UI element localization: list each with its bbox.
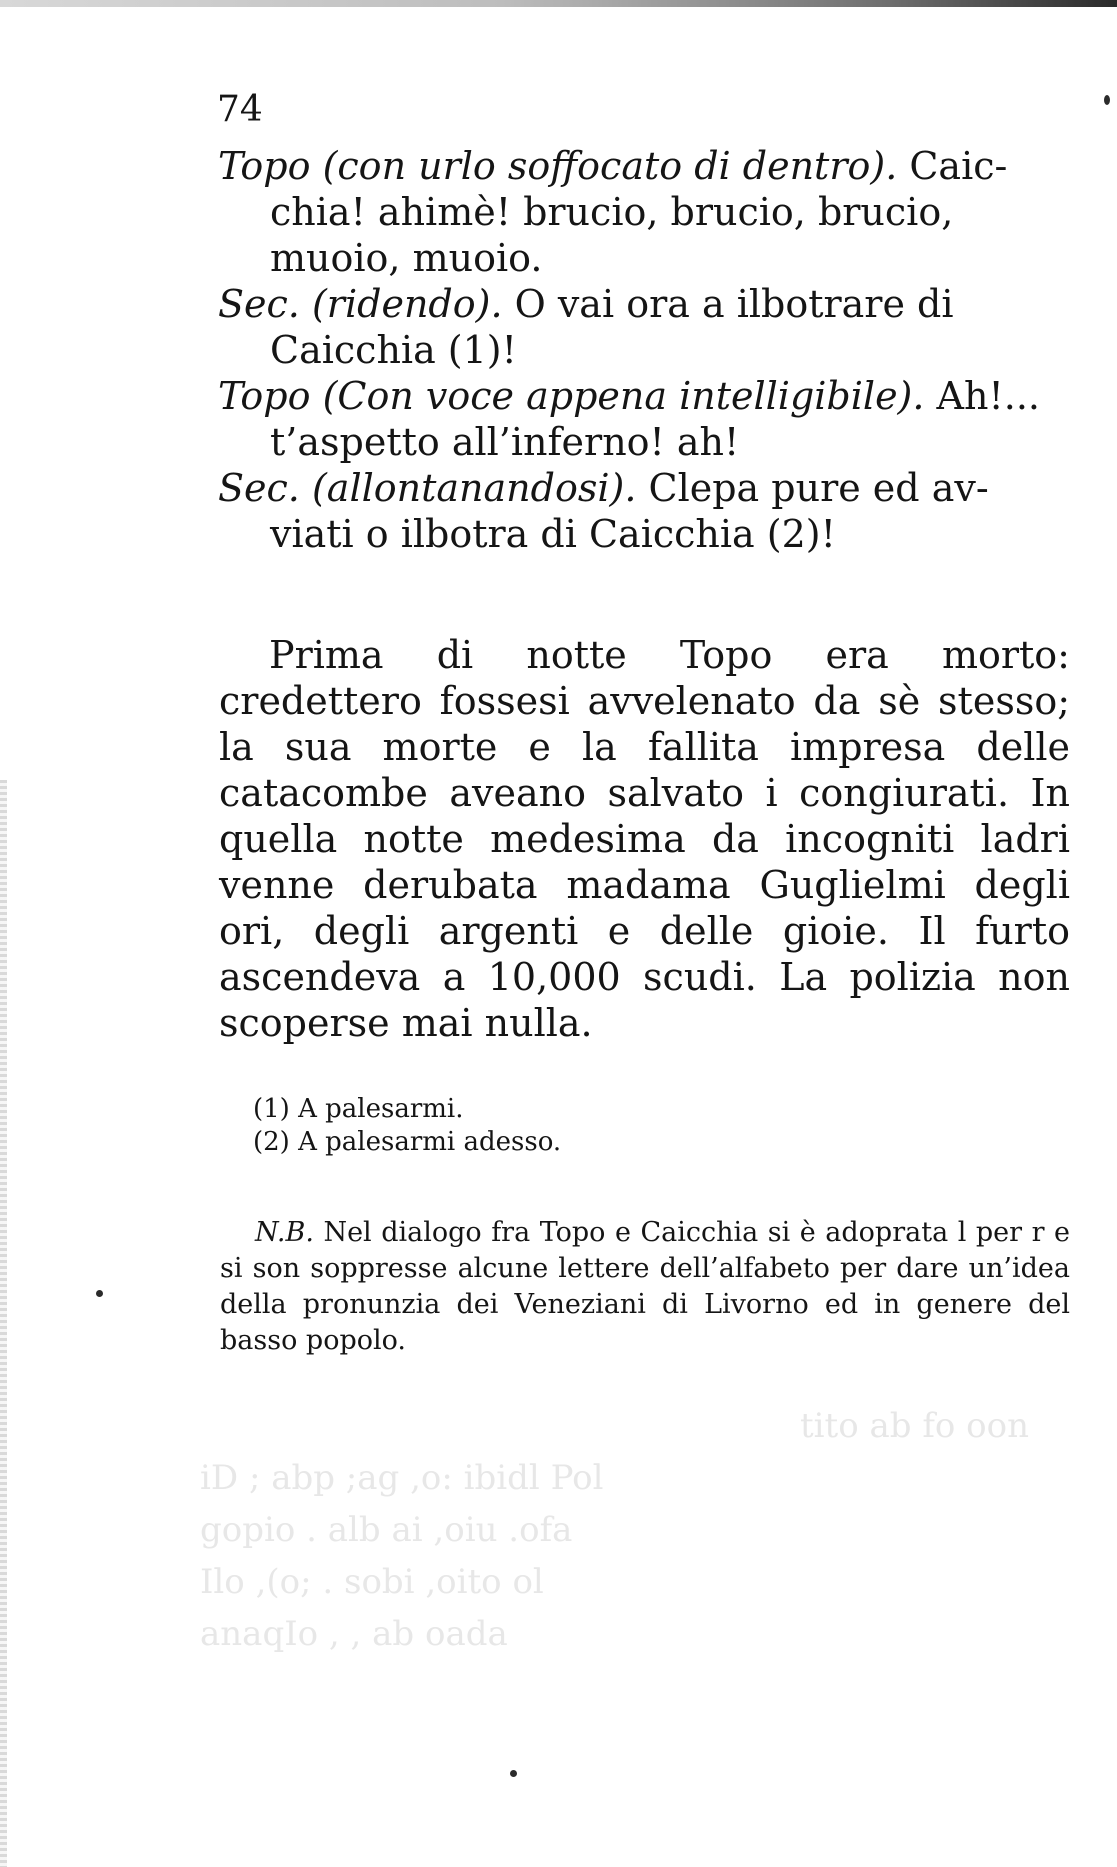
dialogue-continuation: muoio, muoio. [270,236,543,280]
page-top-edge-shadow [0,0,1117,7]
dialogue-continuation: Caicchia (1)! [270,328,517,372]
show-through-line: gopio . alb ai ,oiu .ofa [200,1510,573,1550]
show-through-line: iD ; abp ;ag ,o: ibidl Pol [200,1458,604,1498]
show-through-text [200,1400,1080,1654]
nota-bene [220,1215,1070,1359]
ink-speck [96,1290,103,1297]
dialogue-line [218,373,1040,419]
show-through-line: Ilo ,(o; . sobi ,oito ol [200,1562,544,1602]
dialogue-line [218,143,1007,189]
speaker-name: Topo [218,374,311,418]
dialogue-continuation: t’aspetto all’inferno! ah! [270,420,740,464]
ink-speck [510,1770,517,1777]
stage-direction: (ridendo). [311,282,503,326]
narrative-paragraph: Prima di notte Topo era morto: credettero fossesi avvelenato da sè stesso; la sua morte e la fallita impresa delle catacombe aveano salvato i congiurati. In quella notte medesima da incogniti ladri venne derubata madama Guglielmi degli ori, degli argenti e delle gioie. Il furto ascendeva a 10,000 scudi. La polizia non scoperse mai nulla. [219,633,1070,1045]
stage-direction: (con urlo soffocato di dentro). [322,144,898,188]
nota-bene-label: N.B. [255,1217,314,1248]
dialogue-text: Clepa pure ed av- [636,466,989,510]
dialogue-text: Ah!... [924,374,1040,418]
dialogue-line [218,281,954,327]
footnotes [253,1093,561,1159]
dialogue-text: Caic- [897,144,1008,188]
page-number: 74 [217,89,263,130]
show-through-line: tito ab fo oon [800,1406,1030,1446]
dialogue-continuation: chia! ahimè! brucio, brucio, brucio, [270,190,954,234]
speaker-name: Sec. [218,466,300,510]
dialogue-text: O vai ora a ilbotrare di [502,282,954,326]
dialogue-continuation: viati o ilbotra di Caicchia (2)! [270,512,836,556]
footnote-1: (1) A palesarmi. [253,1094,464,1124]
stage-direction: (Con voce appena intelligibile). [322,374,925,418]
page-left-edge-shadow [0,780,7,1867]
stage-direction: (allontanandosi). [311,466,637,510]
ink-speck [1104,95,1110,105]
speaker-name: Topo [218,144,311,188]
footnote-2: (2) A palesarmi adesso. [253,1127,562,1157]
show-through-line: anaqIo , , ab oada [200,1614,508,1654]
nota-bene-text: Nel dialogo fra Topo e Caicchia si è adoprata l per r e si son soppresse alcune lettere dell’alfabeto per dare un’idea della pronunzia dei Veneziani di Livorno ed in genere del basso popolo. [220,1217,1070,1356]
dialogue-line [218,465,989,511]
speaker-name: Sec. [218,282,300,326]
